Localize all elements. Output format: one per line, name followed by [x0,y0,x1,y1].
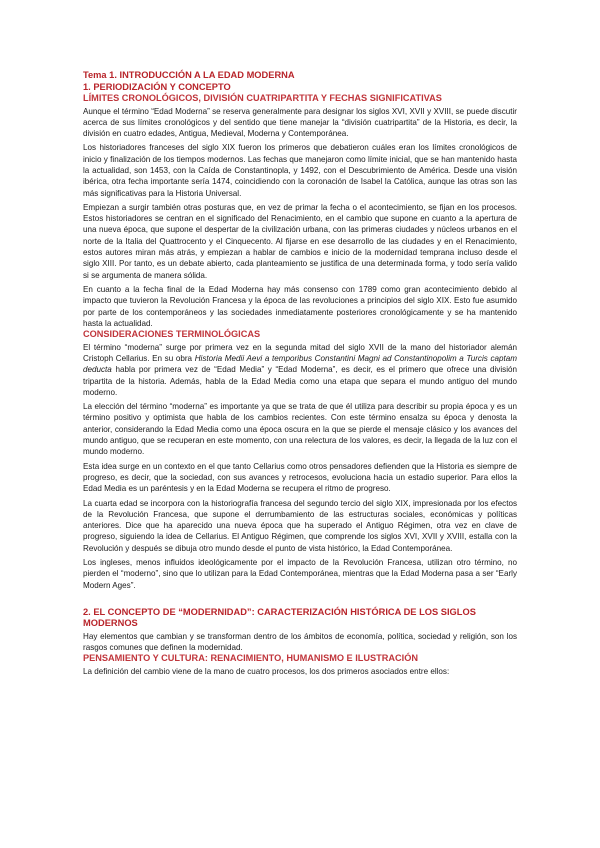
paragraph: Esta idea surge en un contexto en el que tanto Cellarius como otros pensadores defienden que la Historia es siempre de progreso, es decir, que la sociedad, con sus avances y retrocesos, evoluciona hacia un estadio superior. Para ellos la Edad Media es un paréntesis y en la Edad Moderna se recupera el ritmo de progreso. [83,461,517,494]
paragraph: La definición del cambio viene de la mano de cuatro procesos, los dos primeros asociados entre ellos: [83,666,450,676]
paragraph: Hay elementos que cambian y se transforman dentro de los ámbitos de economía, política, sociedad y religión, son los rasgos comunes que definen la modernidad. [83,631,517,653]
text-run: El término “moderna” surge por primera vez en la segunda mitad del siglo XVII de la mano del historiador alemán Cristoph Cellarius. En su obra [83,342,517,363]
section-1-heading: 1. PERIODIZACIÓN Y CONCEPTO [83,81,231,92]
paragraph-cellarius [83,342,517,398]
paragraph: En cuanto a la fecha final de la Edad Moderna hay más consenso con 1789 como gran acontecimiento debido al impacto que tuvieron la Revolución Francesa y la época de las revoluciones a principios del siglo XIX. Esto fue asumido por parte de los contemporáneos y las sociedades inmediatamente posteriores cronológicamente y se ha mantenido hasta la actualidad. [83,284,517,328]
paragraph: Los historiadores franceses del siglo XIX fueron los primeros que debatieron cuáles eran los límites cronológicos de inicio y finalización de los tiempos modernos. Las fechas que manejaron como límite inicial, que se han mantenido hasta la actualidad, son 1453, con la Caída de Constantinopla, y 1492, con el Descubrimiento de América. Desde una visión ibérica, otra fecha importante sería 1474, coincidiendo con la coronación de Isabel la Católica, aunque las otras son las más significativas para la Historia Universal. [83,143,517,198]
paragraph: Empiezan a surgir también otras posturas que, en vez de primar la fecha o el acontecimiento, se fijan en los procesos. Estos historiadores se centran en el significado del Renacimiento, en el cambio que supone en cuanto a la apertura de una nueva época, que supone el despertar de la civilización urbana, con las primeras ciudades y núcleos urbanos en el norte de la Italia del Quattrocento y el Cinquecento. Al fijarse en ese desarrollo de las ciudades y en el Renacimiento, estos autores miran más atrás, y empiezan a hablar de cambios e inicio de la modernidad temprana incluso desde el siglo XIII. Por tanto, es un debate abierto, cada planteamiento se justifica de una determinada forma, y todo sería valido si se argumenta de manera sólida. [83,202,517,280]
paragraph: Aunque el término “Edad Moderna” se reserva generalmente para designar los siglos XVI, XVII y XVIII, se puede discutir acerca de sus límites cronológicos y del sentido que tiene manejar la “división cuatripartita” de la Historia, es decir, la división en cuatro edades, Antigua, Medieval, Moderna y Contemporánea. [83,106,517,139]
subsection-terminologia-heading: CONSIDERACIONES TERMINOLÓGICAS [83,329,261,340]
book-title: Historia Medii Aevi a temporibus Constantini Magni ad Constantinopolim a Turcis captam deducta [83,353,518,375]
paragraph: Los ingleses, menos influidos ideológicamente por el impacto de la Revolución Francesa, utilizan otro término, no pierden el “moderno”, sino que lo utilizan para la Edad Contemporánea, mientras que la Edad Moderna pasa a ser “Early Modern Ages”. [83,557,517,590]
paragraph: La elección del término “moderna” es importante ya que se trata de que él utiliza para describir su propia época y es un término positivo y optimista que habla de los cambios recientes. Con este término ensalza su época y denosta la anterior, considerando la Edad Media como una época oscura en la que se pierde el mensaje clásico y los avances del mundo antiguo, que se recuperan en este momento, con una relectura de los valores, es decir, la llegada de la luz con el mundo moderno. [83,402,517,457]
document-title: Tema 1. INTRODUCCIÓN A LA EDAD MODERNA [83,70,295,80]
section-2-heading: 2. EL CONCEPTO DE “MODERNIDAD”: CARACTERIZACIÓN HISTÓRICA DE LOS SIGLOS MODERNOS [83,606,476,629]
subsection-limites-heading: LÍMITES CRONOLÓGICOS, DIVISIÓN CUATRIPARTITA Y FECHAS SIGNIFICATIVAS [83,93,442,103]
paragraph: La cuarta edad se incorpora con la historiografía francesa del segundo tercio del siglo XIX, impresionada por los efectos de la Revolución Francesa, que supone el derrumbamiento de las estructuras sociales, económicas y políticas anteriores. Dice que ha aparecido una nueva época que ha superado el Antiguo Régimen, otra vez en clave de progreso, siguiendo la idea de Cellarius. El Antiguo Régimen, que comprende los siglos XVI, XVII y XVIII, estalla con la Revolución y después se dibuja otro mundo desde el punto de vista histórico, la Edad Contemporánea. [83,498,517,553]
text-run: habla por primera vez de “Edad Media” y “Edad Moderna”, es decir, es el primero que ofrece una división tripartita de la historia. Además, habla de la Edad Media como una etapa que separa el mundo antiguo del mundo moderno. [83,365,517,397]
subsection-pensamiento-heading: PENSAMIENTO Y CULTURA: RENACIMIENTO, HUMANISMO E ILUSTRACIÓN [83,653,419,664]
